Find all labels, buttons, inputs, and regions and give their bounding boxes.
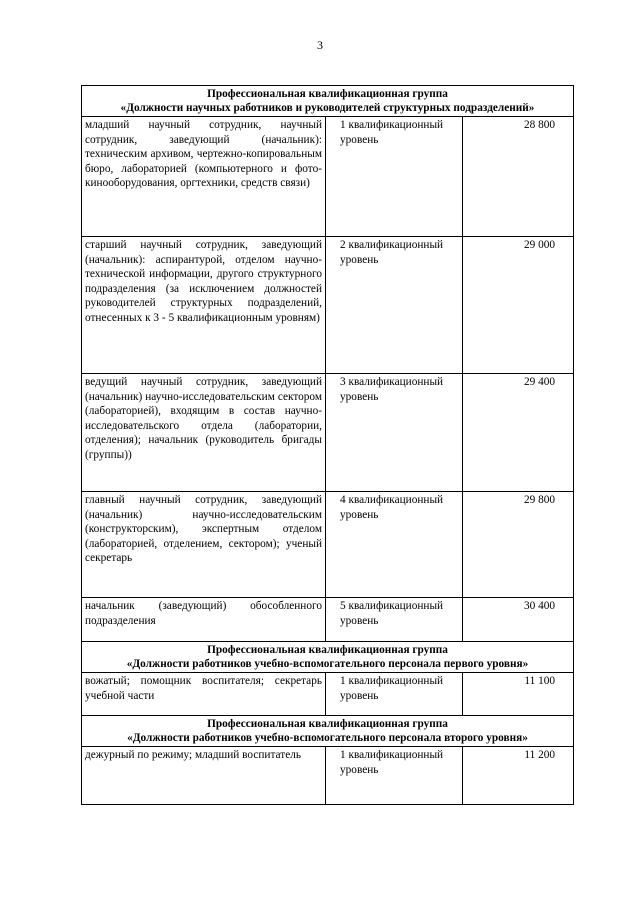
group-header bbox=[82, 642, 574, 673]
group-header bbox=[82, 716, 574, 747]
position-cell: ведущий научный сотрудник, заведующий (начальник) научно-исследовательским сектором (лабораторией), входящим в состав научно-исследовательского отдела (лаборатории, отделения); начальник (руководитель бригады (группы)) bbox=[82, 374, 326, 492]
position-cell: дежурный по режиму; младший воспитатель bbox=[82, 747, 326, 805]
table-row bbox=[82, 598, 574, 642]
group-subtitle: «Должности работников учебно-вспомогательного персонала первого уровня» bbox=[126, 658, 529, 670]
level-cell: 4 квалификационный уровень bbox=[326, 492, 463, 598]
salary-cell: 29 800 bbox=[463, 492, 574, 598]
position-cell: главный научный сотрудник, заведующий (начальник) научно-исследовательским (конструкторским), экспертным отделом (лабораторией, отделением, сектором); ученый секретарь bbox=[82, 492, 326, 598]
table-row bbox=[82, 492, 574, 598]
table-row bbox=[82, 374, 574, 492]
group-title: Профессиональная квалификационная группа bbox=[207, 644, 448, 656]
position-cell: младший научный сотрудник, научный сотрудник, заведующий (начальник): техническим архивом, чертежно-копировальным бюро, лабораторией (компьютерного и фото-кинооборудования, оргтехники, средств связи) bbox=[82, 117, 326, 237]
table-row bbox=[82, 117, 574, 237]
level-cell: 1 квалификационный уровень bbox=[326, 673, 463, 716]
table-row bbox=[82, 747, 574, 805]
table-row bbox=[82, 673, 574, 716]
salary-cell: 29 400 bbox=[463, 374, 574, 492]
table-row bbox=[82, 237, 574, 374]
salary-cell: 11 200 bbox=[463, 747, 574, 805]
level-cell: 2 квалификационный уровень bbox=[326, 237, 463, 374]
salary-cell: 28 800 bbox=[463, 117, 574, 237]
level-cell: 1 квалификационный уровень bbox=[326, 117, 463, 237]
group-title: Профессиональная квалификационная группа bbox=[207, 718, 448, 730]
level-cell: 3 квалификационный уровень bbox=[326, 374, 463, 492]
position-cell: начальник (заведующий) обособленного подразделения bbox=[82, 598, 326, 642]
salary-cell: 29 000 bbox=[463, 237, 574, 374]
page-number: 3 bbox=[317, 38, 323, 52]
group-subtitle: «Должности научных работников и руководителей структурных подразделений» bbox=[120, 102, 535, 114]
qualification-table bbox=[81, 85, 574, 805]
position-cell: вожатый; помощник воспитателя; секретарь учебной части bbox=[82, 673, 326, 716]
level-cell: 5 квалификационный уровень bbox=[326, 598, 463, 642]
salary-cell: 30 400 bbox=[463, 598, 574, 642]
salary-cell: 11 100 bbox=[463, 673, 574, 716]
position-cell: старший научный сотрудник, заведующий (начальник): аспирантурой, отделом научно-технической информации, другого структурного подразделения (за исключением должностей руководителей структурных подразделений, отнесенных к 3 - 5 квалификационным уровням) bbox=[82, 237, 326, 374]
level-cell: 1 квалификационный уровень bbox=[326, 747, 463, 805]
group-subtitle: «Должности работников учебно-вспомогательного персонала второго уровня» bbox=[127, 732, 528, 744]
group-title: Профессиональная квалификационная группа bbox=[207, 88, 448, 100]
group-header bbox=[82, 86, 574, 117]
